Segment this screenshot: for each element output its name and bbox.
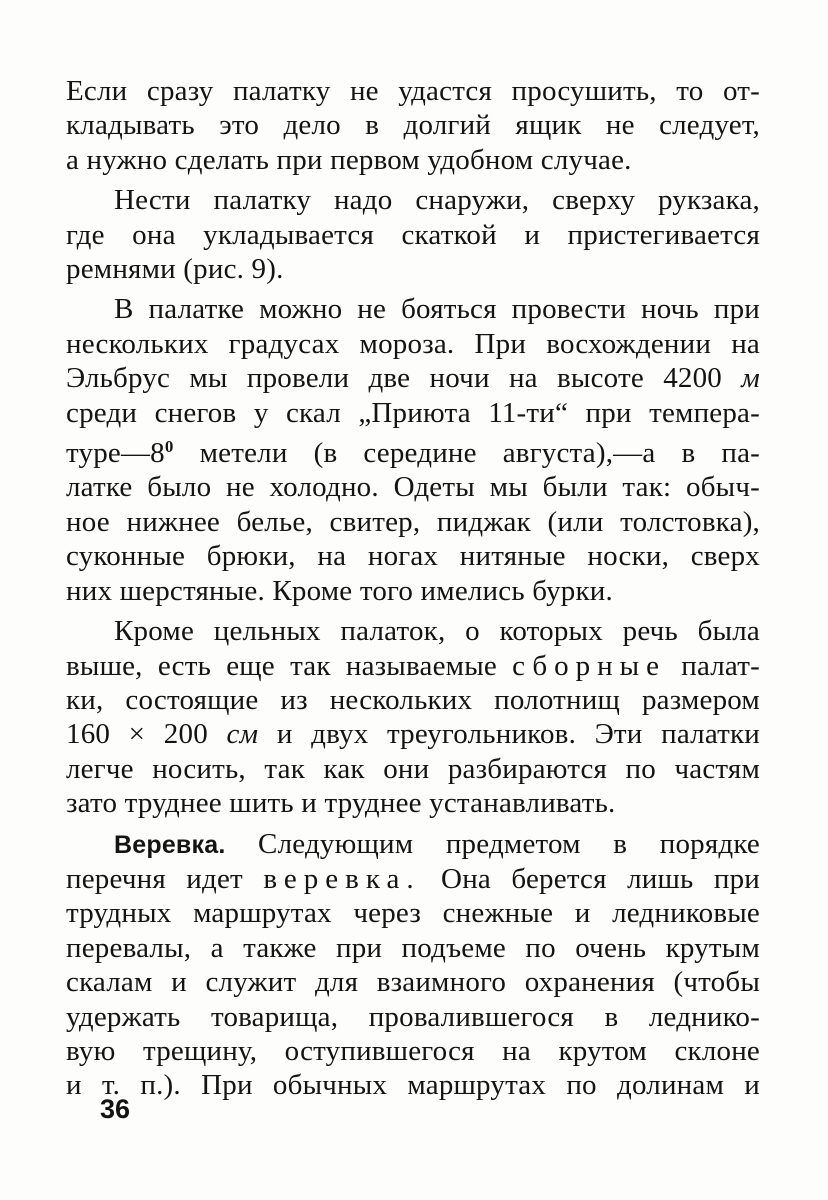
text-line [66,717,760,751]
paragraph-rope [66,827,760,1103]
text-run: Следующим предметом в порядке [258,827,760,860]
paragraph-carrying-tent [66,183,760,286]
text-run: палат- [681,649,760,682]
text-run: 160 × 200 [66,718,208,751]
degree-superscript: 0 [164,437,174,457]
text-line: В палатке можно не бояться провести ночь при [114,293,760,326]
body-text [66,74,760,1103]
text-line: скалам и служит для взаимного охранения (чтобы [66,966,760,999]
text-line: перевалы, а также при подъеме по очень крутым [66,931,760,964]
text-run: и двух треугольников. Эти палатки [276,718,761,751]
text-line: трудных маршрутах через снежные и ледниковые [66,897,760,930]
paragraph-tent-types [66,614,760,820]
text-line: Кроме цельных палаток, о которых речь была [114,615,760,648]
unit-meter: м [741,362,760,395]
paragraph-night-in-tent [66,292,760,608]
text-line: зато труднее шить и труднее устанавливать. [66,787,616,820]
text-line: среди снегов у скал „Приюта 11-ти“ при темпера- [66,396,760,429]
text-run: метели (в середине августа),—а в па- [199,437,761,470]
text-line: нескольких градусах мороза. При восхождении на [66,327,760,360]
text-line: Если сразу палатку не удастся просушить, то от- [66,75,760,107]
text-line: ки, состоящие из нескольких полотнищ размером [66,683,760,716]
text-line: суконные брюки, на ногах нитяные носки, сверх [66,540,760,573]
text-line: а нужно сделать при первом удобном случае. [66,143,632,176]
text-line [66,361,760,395]
text-line: и т. п.). При обычных маршрутах по долинам и [66,1069,760,1102]
page-number: 36 [100,1094,131,1124]
text-line: удержать товарища, провалившегося в леднико- [66,1000,760,1033]
text-run: Она берется лишь при [441,862,761,895]
text-line: кладывать это дело в долгий ящик не следует, [66,109,760,142]
text-line: них шерстяные. Кроме того имелись бурки. [66,574,613,607]
text-run: Эльбрус мы провели две ночи на высоте 4200 [66,362,722,395]
text-run: туре—8 [66,437,165,470]
text-line [66,827,760,862]
text-line: Нести палатку надо снаружи, сверху рукзака, [114,184,760,217]
text-line: легче носить, так как они разбираются по частям [66,752,760,785]
text-line [66,649,760,683]
text-run: перечня идет [66,862,243,895]
spaced-term: сборные [512,649,667,682]
text-line: ремнями (рис. 9). [66,253,284,286]
text-line [66,430,760,470]
section-heading: Веревка. [114,830,226,859]
spaced-term: веревка. [263,862,421,895]
paragraph-drying-tent [66,74,760,177]
text-line: ное нижнее белье, свитер, пиджак (или толстовка), [66,505,760,538]
text-line: где она укладывается скаткой и пристегивается [66,218,760,251]
text-line: вую трещину, оступившегося на крутом склоне [66,1034,760,1067]
text-line: латке было не холодно. Одеты мы были так: обыч- [66,471,760,504]
unit-centimeter: см [226,718,259,751]
text-run: выше, есть еще так называемые [66,649,497,682]
text-line [66,862,760,896]
